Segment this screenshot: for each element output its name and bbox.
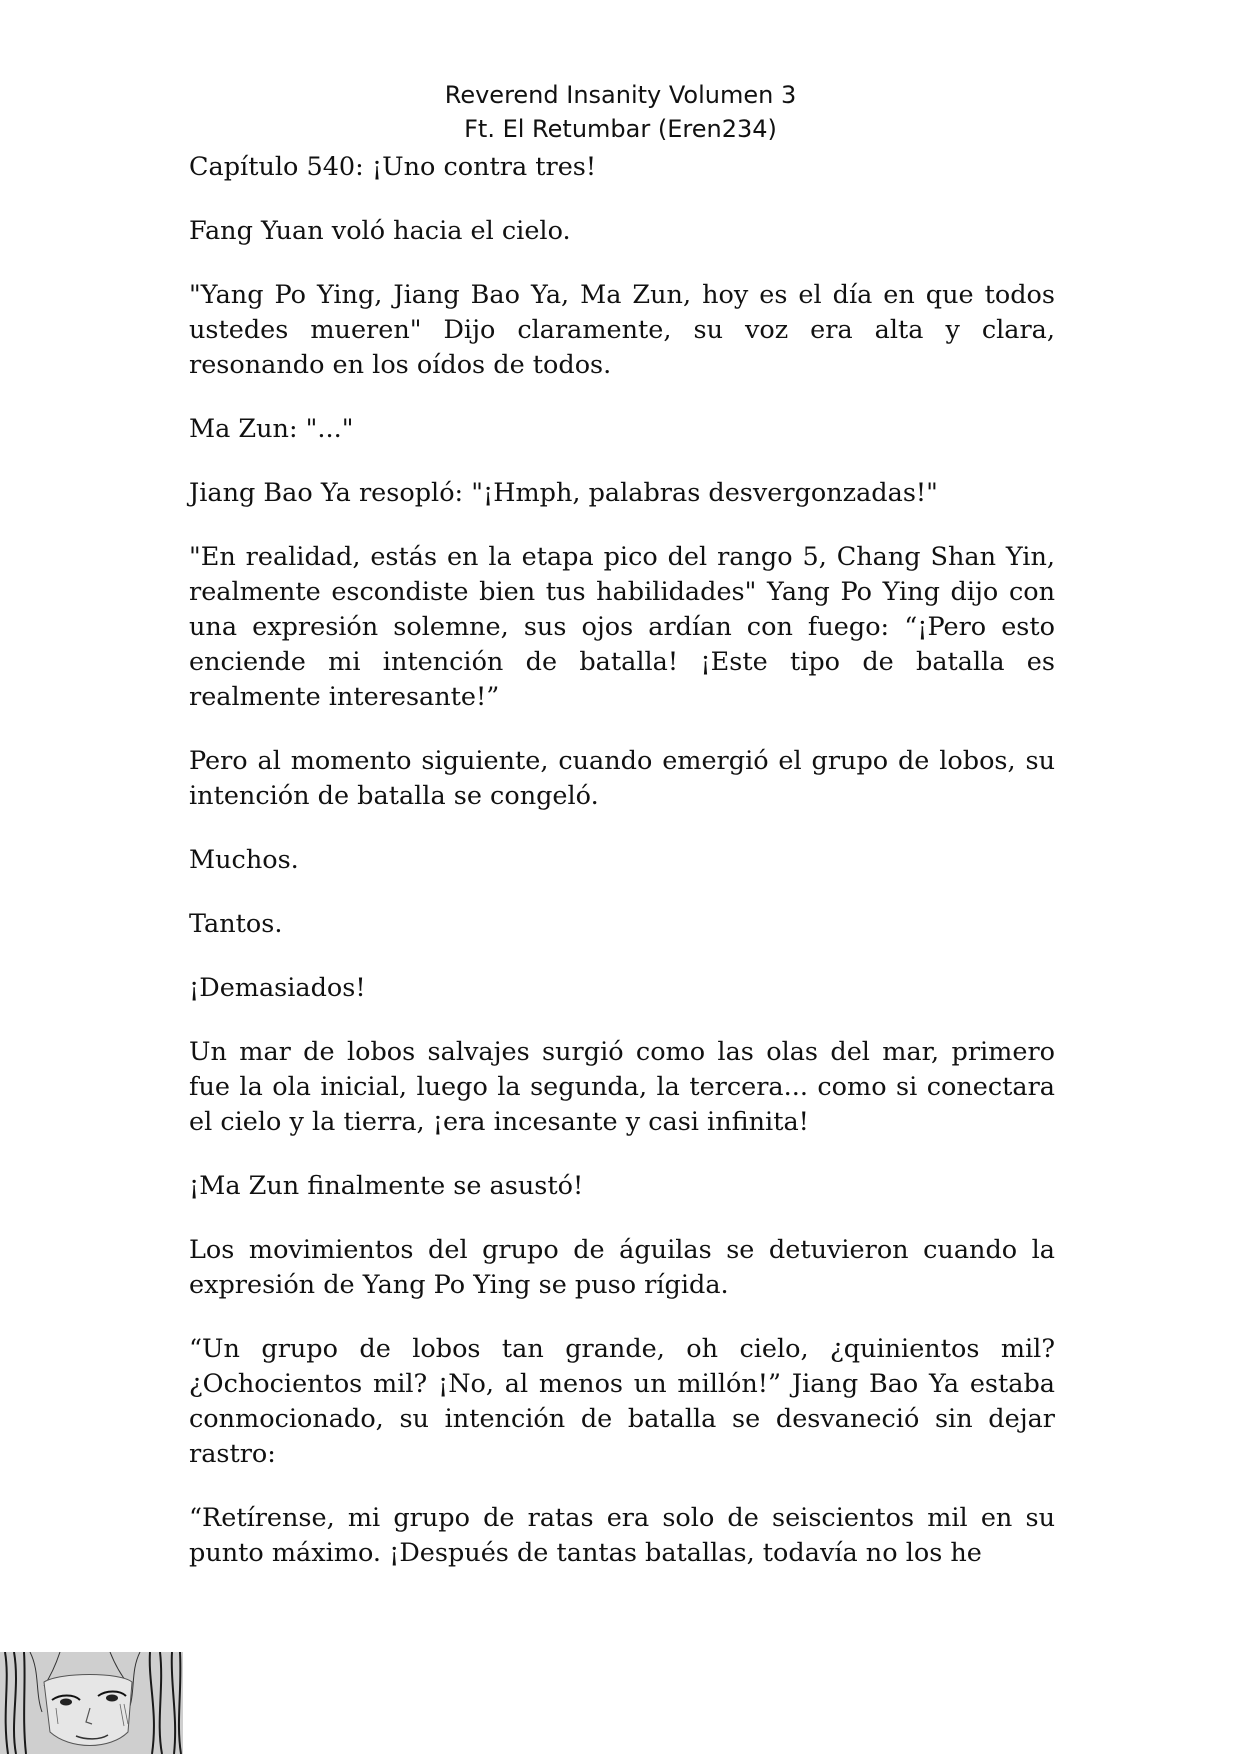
paragraph: Fang Yuan voló hacia el cielo. <box>189 216 571 246</box>
paragraph: Muchos. <box>189 845 299 875</box>
paragraph: Tantos. <box>189 909 283 939</box>
header-credit: Ft. El Retumbar (Eren234) <box>464 115 777 143</box>
header-title: Reverend Insanity Volumen 3 <box>444 81 797 109</box>
paragraph: “Un grupo de lobos tan grande, oh cielo, ¿quinientos mil? ¿Ochocientos mil? ¡No, al menos un millón!” Jiang Bao Ya estaba conmocionado, su intención de batalla se desvaneció sin dejar rastro: <box>189 1334 1055 1469</box>
paragraph: “Retírense, mi grupo de ratas era solo de seiscientos mil en su punto máximo. ¡Después de tantas batallas, todavía no los he <box>189 1503 1055 1568</box>
paragraph: Ma Zun: "..." <box>189 414 354 444</box>
paragraph: Pero al momento siguiente, cuando emergió el grupo de lobos, su intención de batalla se congeló. <box>189 746 1055 811</box>
chapter-title: Capítulo 540: ¡Uno contra tres! <box>189 152 597 182</box>
paragraph: ¡Demasiados! <box>189 973 366 1003</box>
paragraph: "Yang Po Ying, Jiang Bao Ya, Ma Zun, hoy es el día en que todos ustedes mueren" Dijo claramente, su voz era alta y clara, resonando en los oídos de todos. <box>189 280 1055 380</box>
manga-portrait-image <box>0 1652 183 1754</box>
paragraph: Un mar de lobos salvajes surgió como las olas del mar, primero fue la ola inicial, luego la segunda, la tercera... como si conectara el cielo y la tierra, ¡era incesante y casi infinita! <box>189 1037 1055 1137</box>
page-header <box>0 78 1241 146</box>
paragraph: "En realidad, estás en la etapa pico del rango 5, Chang Shan Yin, realmente escondiste bien tus habilidades" Yang Po Ying dijo con una expresión solemne, sus ojos ardían con fuego: “¡Pero esto enciende mi intención de batalla! ¡Este tipo de batalla es realmente interesante!” <box>189 542 1055 712</box>
document-body <box>189 150 1055 1600</box>
paragraph: ¡Ma Zun finalmente se asustó! <box>189 1171 584 1201</box>
paragraph: Los movimientos del grupo de águilas se detuvieron cuando la expresión de Yang Po Ying se puso rígida. <box>189 1235 1055 1300</box>
paragraph: Jiang Bao Ya resopló: "¡Hmph, palabras desvergonzadas!" <box>189 478 938 508</box>
